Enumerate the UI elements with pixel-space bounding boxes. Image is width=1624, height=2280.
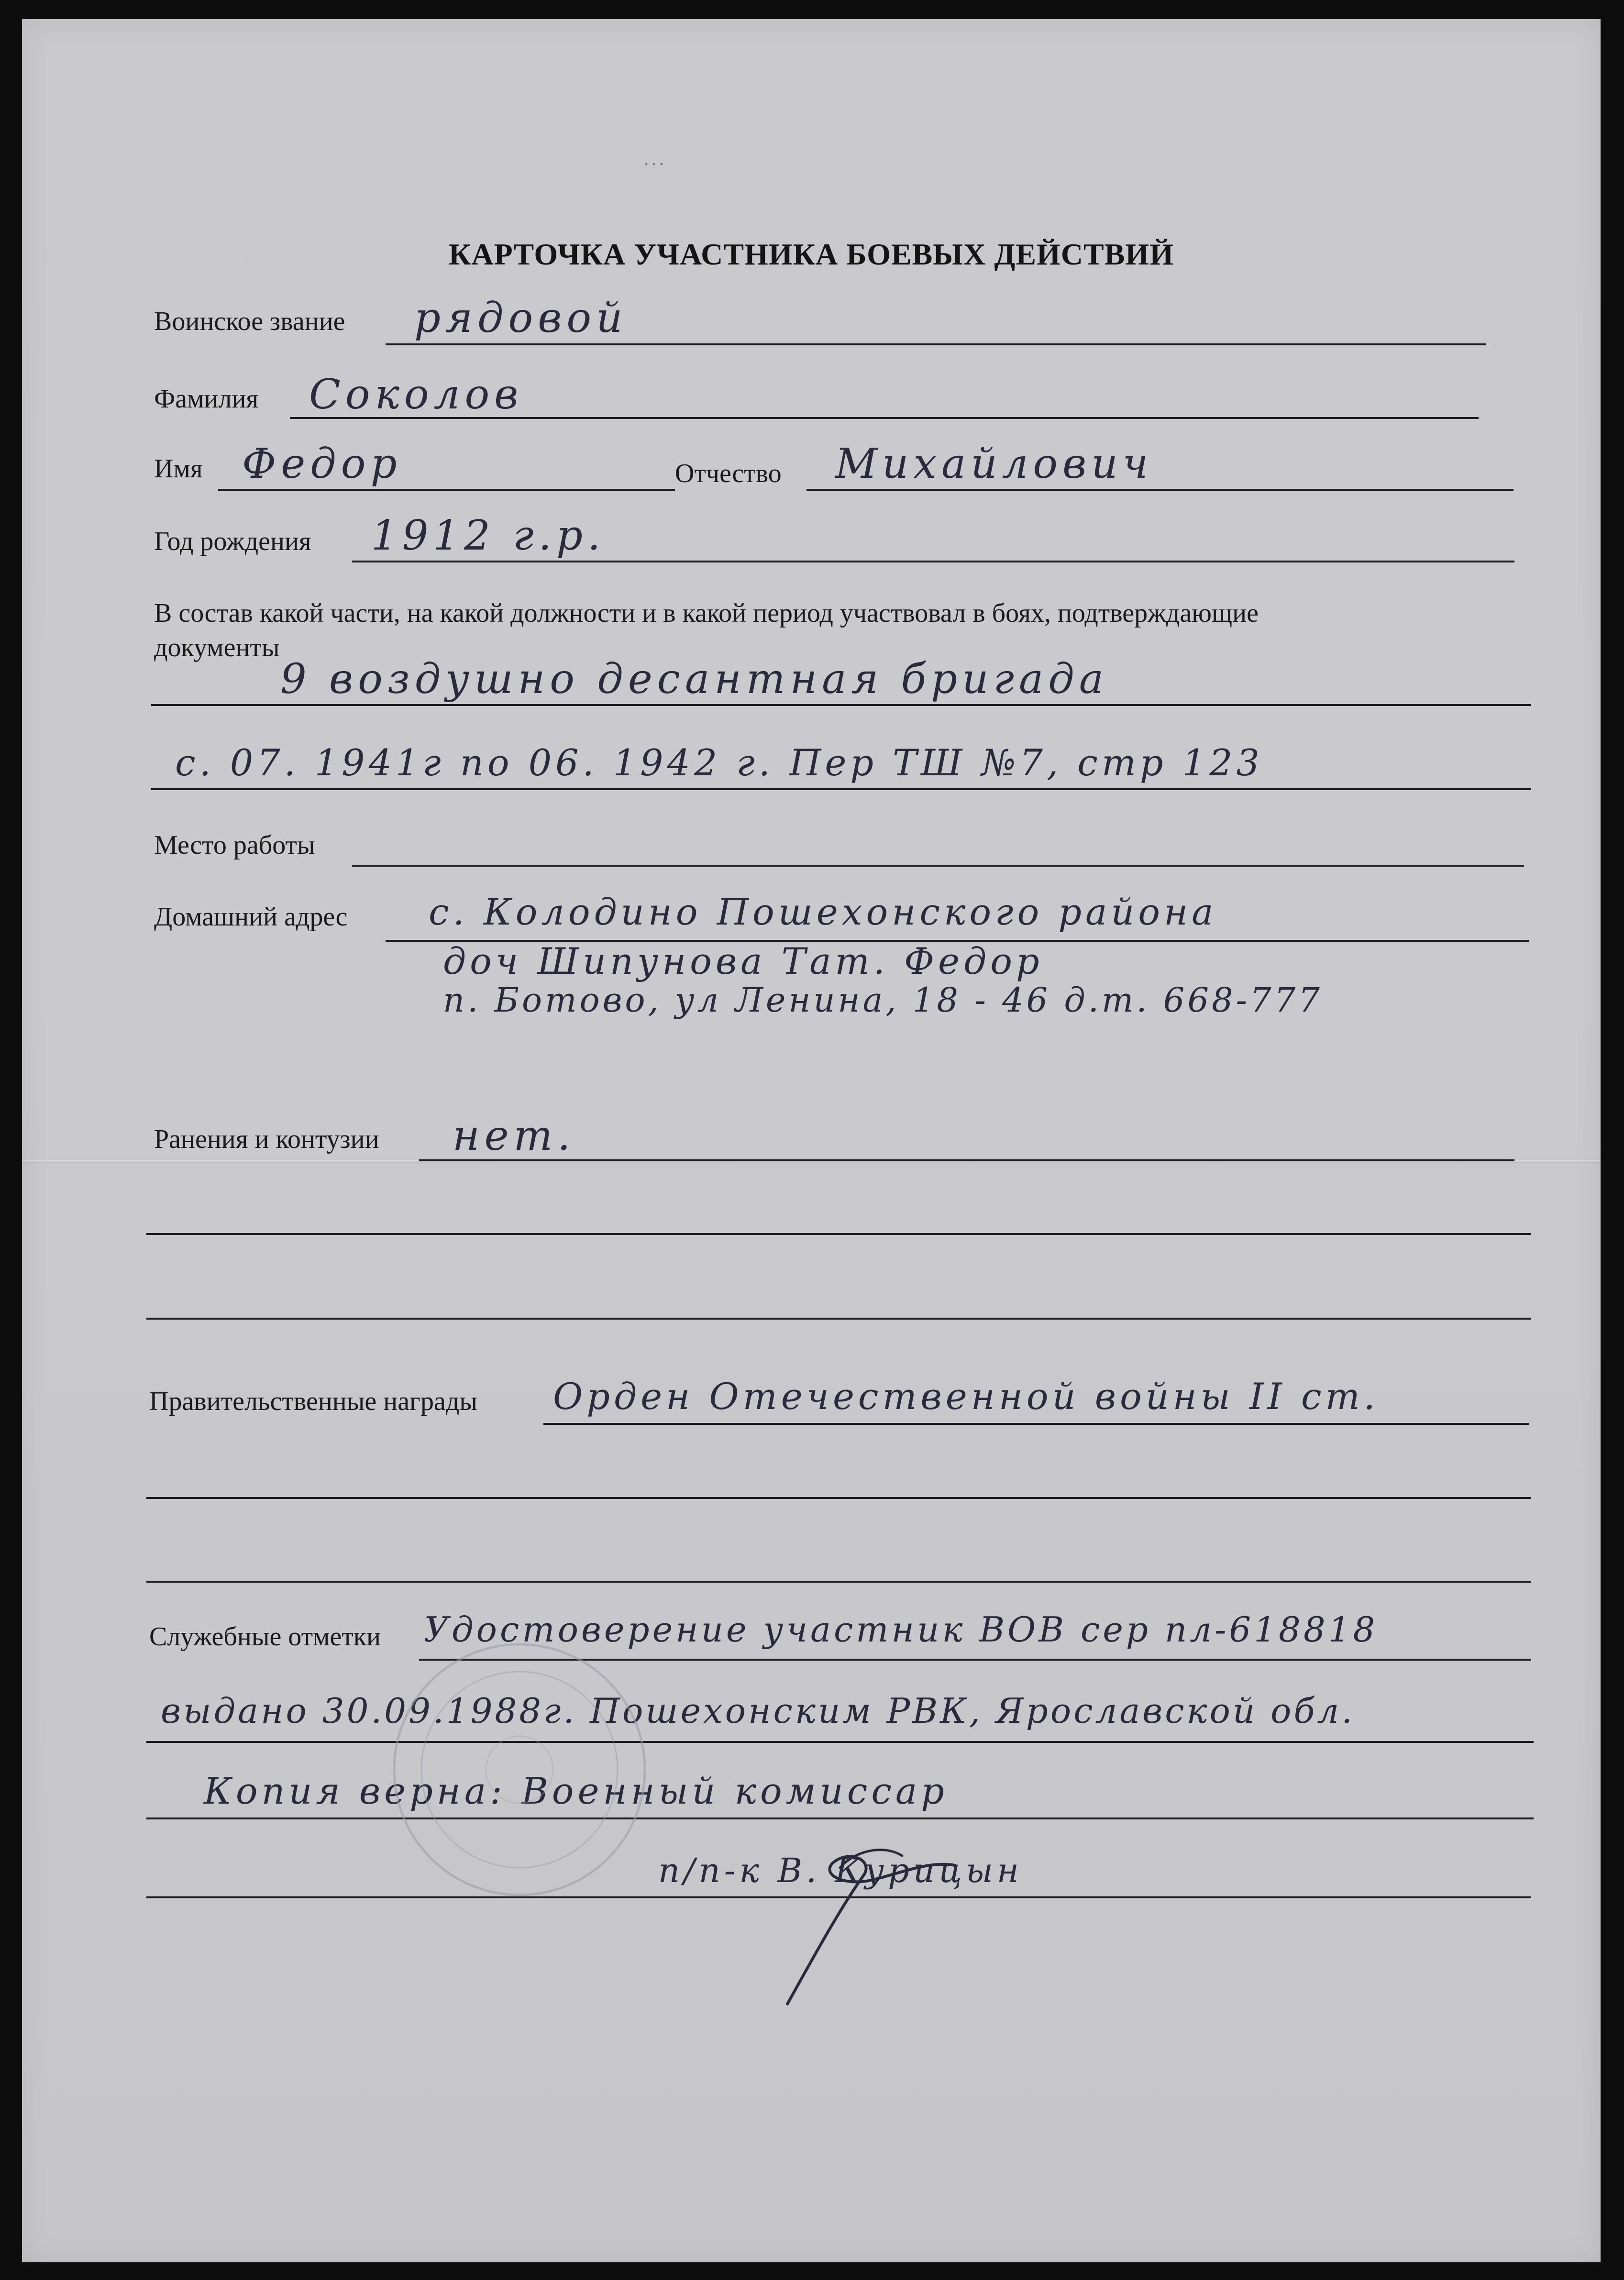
- wounds-line: [419, 1159, 1514, 1161]
- workplace-label: Место работы: [154, 830, 315, 860]
- birth-year-value: 1912 г.р.: [371, 512, 606, 560]
- rank-value: рядовой: [414, 294, 628, 342]
- awards-extra-line-1: [146, 1497, 1531, 1499]
- rank-label: Воинское звание: [154, 307, 345, 336]
- name-value: Федор: [242, 440, 402, 488]
- birth-year-line: [352, 561, 1514, 562]
- address-value-3: п. Ботово, ул Ленина, 18 - 46 д.т. 668-777: [443, 980, 1323, 1020]
- service-notes-value-4: п/п-к В. Курицын: [658, 1851, 1023, 1890]
- document-sheet: [22, 19, 1601, 2262]
- rank-line: [386, 343, 1486, 345]
- awards-extra-line-2: [146, 1581, 1531, 1583]
- address-value-2: доч Шипунова Тат. Федор: [443, 940, 1043, 982]
- service-value-2: с. 07. 1941г по 06. 1942 г. Пер ТШ №7, стр 123: [175, 741, 1263, 784]
- wounds-extra-line-2: [146, 1318, 1531, 1320]
- service-notes-line-2: [146, 1741, 1534, 1743]
- patronymic-value: Михайлович: [835, 440, 1153, 488]
- name-line: [218, 489, 675, 491]
- card-title: КАРТОЧКА УЧАСТНИКА БОЕВЫХ ДЕЙСТВИЙ: [449, 237, 1174, 271]
- address-value-1: с. Колодино Пошехонского района: [429, 891, 1217, 933]
- patronymic-label: Отчество: [675, 459, 782, 488]
- awards-label: Правительственные награды: [149, 1387, 477, 1416]
- surname-value: Соколов: [309, 371, 523, 419]
- commissar-signature: [730, 1803, 1065, 2014]
- official-stamp: [386, 1636, 653, 1904]
- address-label: Домашний адрес: [154, 902, 348, 932]
- awards-line: [543, 1423, 1529, 1425]
- service-notes-value-2: выдано 30.09.1988г. Пошехонским РВК, Ярославской обл.: [161, 1691, 1355, 1731]
- service-line-2: [151, 788, 1531, 790]
- wounds-value: нет.: [453, 1112, 575, 1160]
- service-notes-value-3: Копия верна: Военный комиссар: [204, 1770, 948, 1812]
- service-label-line1: В состав какой части, на какой должности и в какой период участвовал в боях, подтверждающие: [154, 598, 1259, 628]
- service-notes-value-1: Удостоверение участник ВОВ сер пл-618818: [424, 1609, 1378, 1650]
- awards-value: Орден Отечественной войны II ст.: [553, 1375, 1379, 1418]
- name-label: Имя: [154, 454, 203, 484]
- patronymic-line: [806, 489, 1514, 491]
- birth-year-label: Год рождения: [154, 527, 311, 556]
- service-line-1: [151, 704, 1531, 706]
- workplace-line: [352, 865, 1524, 867]
- service-notes-label: Служебные отметки: [149, 1622, 381, 1652]
- surname-label: Фамилия: [154, 384, 259, 414]
- service-value-1: 9 воздушно десантная бригада: [280, 655, 1109, 703]
- wounds-extra-line-1: [146, 1233, 1531, 1235]
- top-mark: ...: [644, 148, 667, 169]
- service-label-line2: документы: [154, 633, 280, 662]
- wounds-label: Ранения и контузии: [154, 1124, 379, 1154]
